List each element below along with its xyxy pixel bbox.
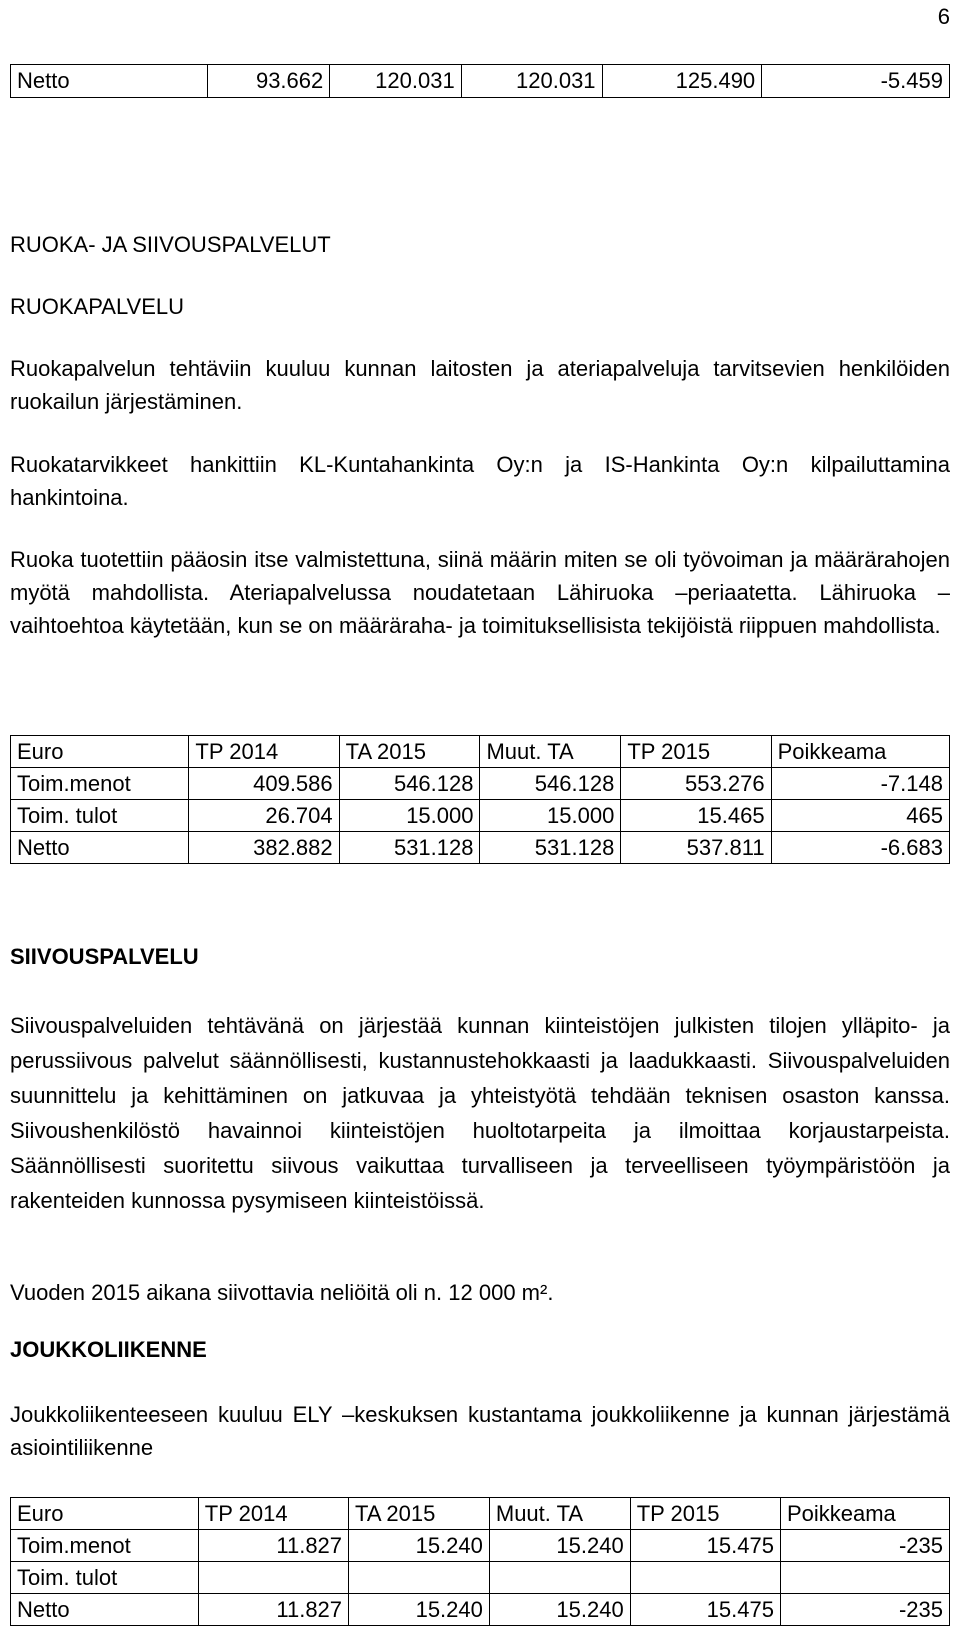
table-cell: 15.000 [480,800,621,832]
table-cell: 553.276 [621,768,771,800]
joukko-paragraph-1: Joukkoliikenteeseen kuuluu ELY –keskuksen kustantama joukkoliikenne ja kunnan järjestämä asiointiliikenne [10,1402,950,1460]
table-cell: 15.000 [339,800,480,832]
table-cell: -5.459 [762,65,950,98]
table-cell: 120.031 [330,65,461,98]
table-cell: Netto [11,65,208,98]
table-cell: 546.128 [339,768,480,800]
table-header: TA 2015 [349,1498,490,1530]
table-row [11,832,950,864]
table-header-row [11,736,950,768]
top-netto-table [10,64,950,98]
table-cell: 15.475 [630,1530,780,1562]
table-header: Poikkeama [771,736,949,768]
table-cell: Toim.menot [11,768,189,800]
table-cell [780,1562,949,1594]
table-cell: -7.148 [771,768,949,800]
table-cell: 382.882 [189,832,339,864]
ruoka-table [10,735,950,864]
table-cell: 15.475 [630,1594,780,1626]
table-row [11,65,950,98]
table-cell: Netto [11,832,189,864]
table-cell: 546.128 [480,768,621,800]
table-header: Muut. TA [489,1498,630,1530]
table-header: Poikkeama [780,1498,949,1530]
table-cell: Toim. tulot [11,800,189,832]
table-cell: 531.128 [480,832,621,864]
table-cell: Netto [11,1594,199,1626]
table-header: TP 2014 [198,1498,348,1530]
ruoka-table-block [10,735,950,864]
table-row [11,1530,950,1562]
table-cell [489,1562,630,1594]
table-cell: 531.128 [339,832,480,864]
ruoka-paragraph-2: Ruokatarvikkeet hankittiin KL-Kuntahankinta Oy:n ja IS-Hankinta Oy:n kilpailuttamina hankintoina. [10,452,950,510]
table-cell: 409.586 [189,768,339,800]
joukko-table-block [10,1497,950,1626]
table-cell: 15.240 [489,1530,630,1562]
ruokapalvelu-heading: RUOKAPALVELU [10,294,185,319]
table-cell: Toim.menot [11,1530,199,1562]
table-cell: 15.240 [349,1594,490,1626]
table-cell: 125.490 [602,65,762,98]
table-cell: 537.811 [621,832,771,864]
table-cell: 11.827 [198,1530,348,1562]
table-cell [198,1562,348,1594]
ruoka-paragraph-1: Ruokapalvelun tehtäviin kuuluu kunnan laitosten ja ateriapalveluja tarvitsevien henkilöiden ruokailun järjestäminen. [10,356,950,414]
top-table [10,64,950,98]
page-number: 6 [937,4,950,29]
section-title: RUOKA- JA SIIVOUSPALVELUT [10,232,331,257]
ruoka-paragraph-3: Ruoka tuotettiin pääosin itse valmistettuna, siinä määrin miten se oli työvoiman ja määrärahojen myötä mahdollista. Ateriapalvelussa noudatetaan Lähiruoka –periaatetta. Lähiruoka –vaihtoehtoa käytetään, kun se on määräraha- ja toimituksellisista tekijöistä riippuen mahdollista. [10,547,950,638]
table-cell [349,1562,490,1594]
joukko-table [10,1497,950,1626]
table-cell: 15.465 [621,800,771,832]
table-cell: 15.240 [489,1594,630,1626]
table-header: Euro [11,736,189,768]
table-header: Euro [11,1498,199,1530]
table-cell: 26.704 [189,800,339,832]
table-cell: 93.662 [208,65,330,98]
table-cell: Toim. tulot [11,1562,199,1594]
joukkoliikenne-heading: JOUKKOLIIKENNE [10,1337,207,1362]
table-cell: 11.827 [198,1594,348,1626]
table-header: TP 2015 [630,1498,780,1530]
table-cell: 120.031 [461,65,602,98]
table-header: TP 2015 [621,736,771,768]
table-row [11,1594,950,1626]
table-header: TA 2015 [339,736,480,768]
table-header: TP 2014 [189,736,339,768]
siivous-paragraph-1: Siivouspalveluiden tehtävänä on järjestää kunnan kiinteistöjen julkisten tilojen ylläpito- ja perussiivous palvelut säännöllisesti, kustannustehokkaasti ja laadukkaasti. Siivouspalveluiden suunnittelu ja kehittäminen on jatkuvaa ja yhteistyötä tehdään teknisen osaston kanssa. Siivoushenkilöstö havainnoi kiinteistöjen huoltotarpeita ja ilmoittaa korjaustarpeista. Säännöllisesti suoritettu siivous vaikuttaa turvalliseen ja terveelliseen työympäristöön ja rakenteiden kunnossa pysymiseen kiinteistöissä. [10,1013,950,1213]
table-header-row [11,1498,950,1530]
table-row [11,768,950,800]
table-cell: 15.240 [349,1530,490,1562]
table-row [11,1562,950,1594]
siivouspalvelu-heading: SIIVOUSPALVELU [10,944,199,969]
table-cell: -6.683 [771,832,949,864]
table-cell [630,1562,780,1594]
table-cell: -235 [780,1594,949,1626]
siivous-paragraph-2: Vuoden 2015 aikana siivottavia neliöitä oli n. 12 000 m². [10,1280,554,1305]
table-cell: 465 [771,800,949,832]
table-cell: -235 [780,1530,949,1562]
table-header: Muut. TA [480,736,621,768]
table-row [11,800,950,832]
